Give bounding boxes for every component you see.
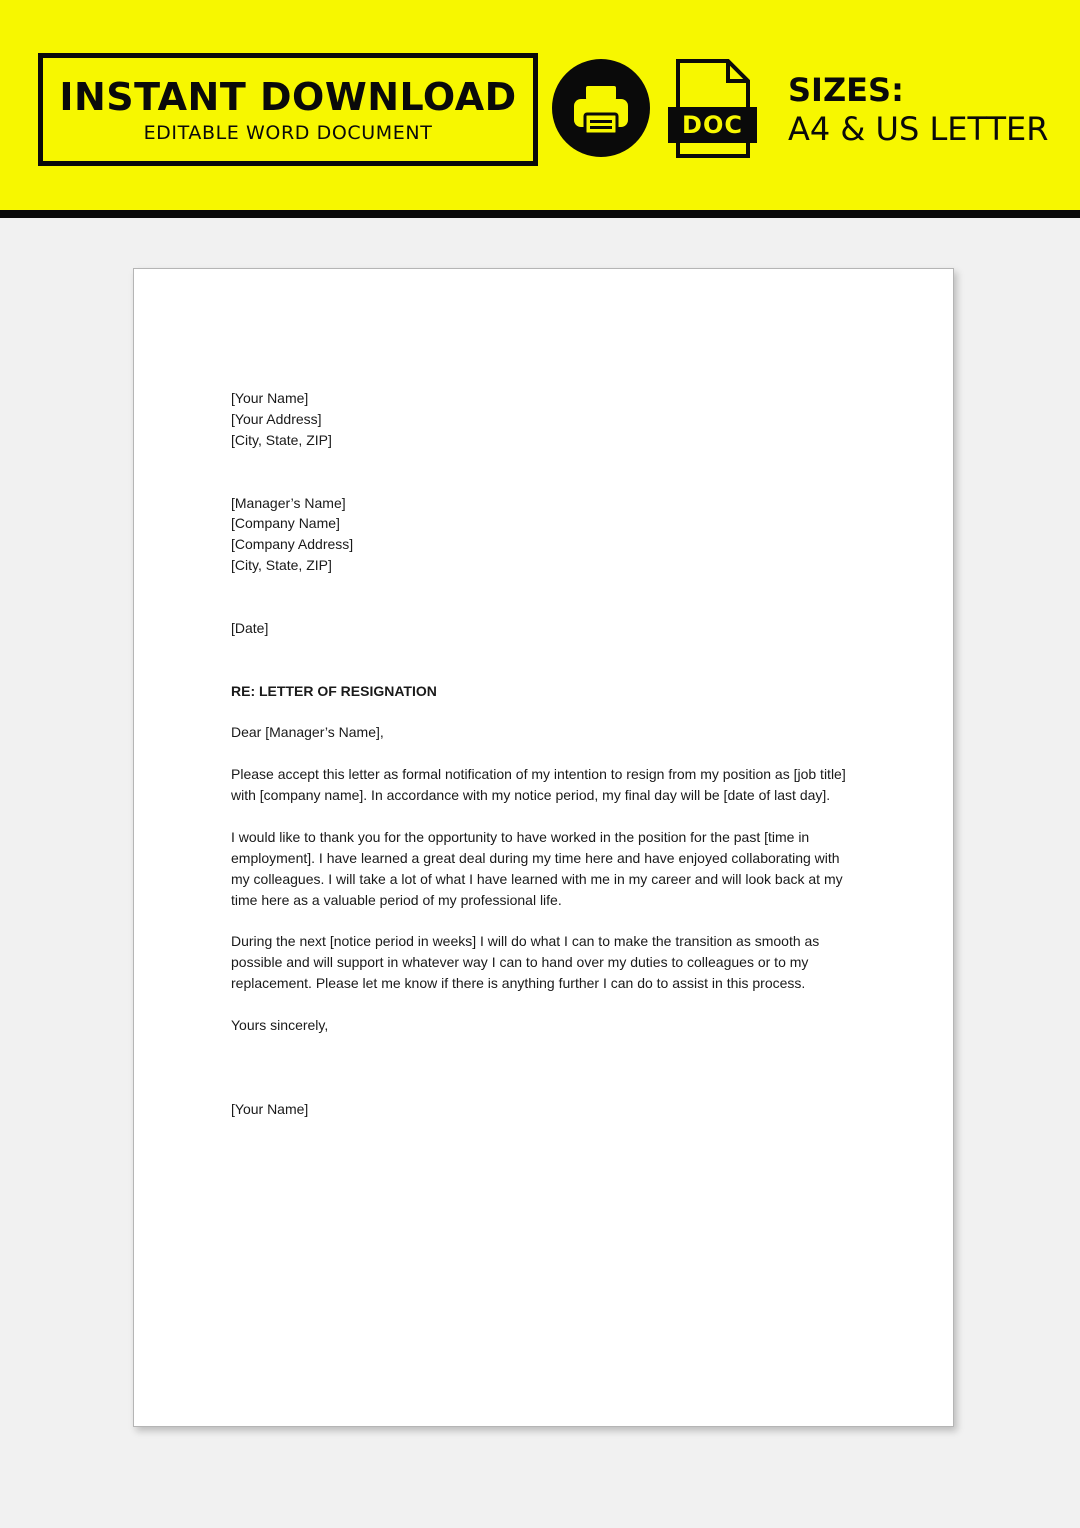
download-subtitle: EDITABLE WORD DOCUMENT: [143, 122, 433, 144]
closing: Yours sincerely,: [231, 1017, 329, 1034]
paragraph: I would like to thank you for the opportunity to have worked in the position for the past [time in employment]. I have learned a great deal during my time here and have enjoyed collaborating with my colleagues. I will take a lot of what I have learned with me in my career and will look back at my time here as a valuable period of my professional life.: [231, 828, 843, 908]
promo-banner: [0, 0, 1080, 218]
letter-page: [133, 268, 954, 1427]
printer-icon: [552, 59, 650, 157]
instant-download-box: [38, 53, 538, 166]
download-title: INSTANT DOWNLOAD: [59, 75, 517, 119]
sender-city: [City, State, ZIP]: [231, 431, 332, 448]
letter-subject: RE: LETTER OF RESIGNATION: [231, 682, 437, 699]
salutation: Dear [Manager’s Name],: [231, 724, 384, 741]
recipient-address: [Company Address]: [231, 536, 354, 553]
paragraph: During the next [notice period in weeks] I will do what I can to make the transition as smooth as possible and will support in whatever way I can to hand over my duties to colleagues or to my replacement. Please let me know if there is anything further I can do to assist in this process.: [231, 933, 820, 992]
recipient-city: [City, State, ZIP]: [231, 557, 332, 574]
doc-label: DOC: [668, 107, 757, 143]
sender-address: [Your Address]: [231, 410, 322, 427]
sizes-value: A4 & US LETTER: [788, 110, 1049, 148]
signature-name: [Your Name]: [231, 1100, 309, 1117]
sender-name: [Your Name]: [231, 390, 309, 406]
sizes-title: SIZES:: [788, 71, 904, 109]
recipient-name: [Manager’s Name]: [231, 494, 346, 511]
letter-date: [Date]: [231, 619, 269, 636]
letter-body: [231, 388, 859, 1120]
paragraph: Please accept this letter as formal notification of my intention to resign from my position as [job title] with [company name]. In accordance with my notice period, my final day will be [date of last day].: [231, 766, 846, 804]
recipient-company: [Company Name]: [231, 515, 340, 532]
